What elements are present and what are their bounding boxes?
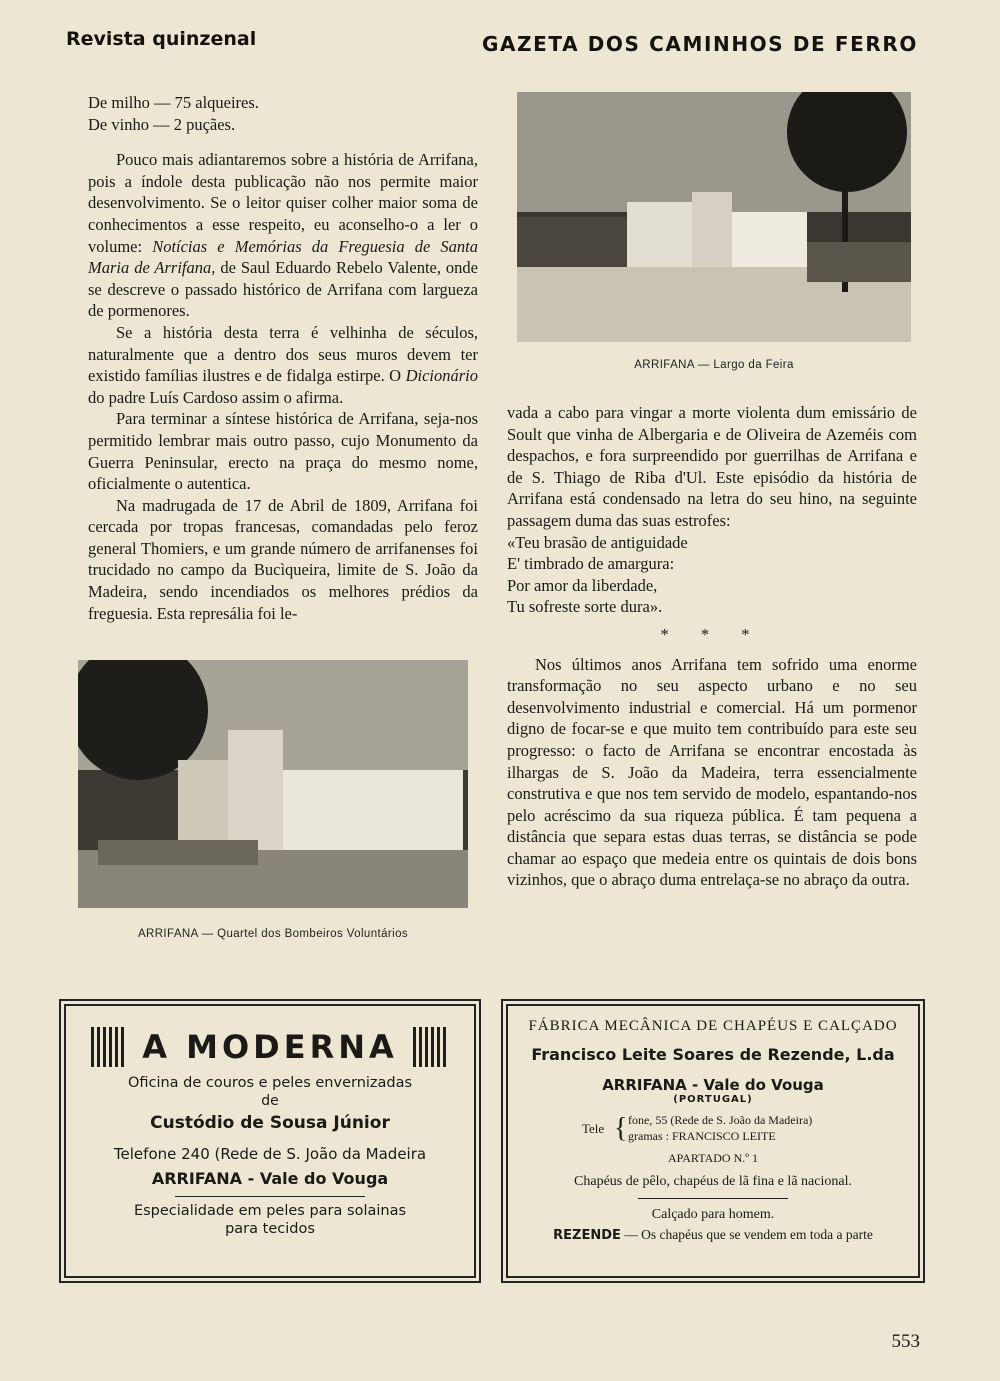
divider xyxy=(175,1196,365,1197)
advert-line: Telefone 240 (Rede de S. João da Madeira xyxy=(113,1145,427,1163)
verse-line: E' timbrado de amargura: xyxy=(507,554,675,574)
running-head-right: GAZETA DOS CAMINHOS DE FERRO xyxy=(481,32,918,56)
paragraph: Pouco mais adiantaremos sobre a história de Arrifana, pois a índole desta publicação não nos permite maior desenvolvimento. Se o leitor quiser colher maior soma de conhecimentos a esse respeito, eu aconselho-o a ler o volume: Notícias e Memórias da Freguesia de Santa Maria de Arrifana, de Saul Eduardo Rebelo Valente, onde se descreve o passado histórico de Arrifana com largueza de pormenores. xyxy=(88,150,479,321)
caption-quartel-bombeiros: ARRIFANA — Quartel dos Bombeiros Voluntários xyxy=(137,928,409,940)
verse-line: Por amor da liberdade, xyxy=(507,575,658,595)
photo-quartel-bombeiros-image xyxy=(78,660,468,908)
advert-line: Especialidade em peles para solainas xyxy=(133,1203,407,1219)
paragraph: Na madrugada de 17 de Abril de 1809, Arrifana foi cercada por tropas francesas, comandadas pelo feroz general Thomiers, e um grande número de arrifanenses foi trucidado no campo da Bucìqueira, limite de S. João da Madeira, sendo incendiados os melhores prédios da freguesia. Esta represália foi le- xyxy=(88,495,478,623)
advert-line: ARRIFANA - Vale do Vouga xyxy=(151,1169,389,1188)
advert-line: ARRIFANA - Vale do Vouga xyxy=(602,1076,824,1094)
right-column xyxy=(507,402,917,891)
advert-francisco-leite xyxy=(506,1004,920,1278)
verse-line: Tu sofreste sorte dura». xyxy=(507,597,663,617)
running-head-left: Revista quinzenal xyxy=(66,28,257,50)
advert-line: APARTADO N.º 1 xyxy=(668,1151,758,1165)
telephone-line: fone, 55 (Rede de S. João da Madeira) xyxy=(628,1113,813,1127)
left-column xyxy=(88,92,478,624)
advert-line: Francisco Leite Soares de Rezende, L.da xyxy=(531,1045,895,1064)
photo-largo-da-feira-image xyxy=(517,92,911,342)
divider xyxy=(638,1198,788,1199)
telephone-block xyxy=(508,1113,918,1147)
text-line: De vinho — 2 puçães. xyxy=(88,114,236,134)
section-separator: * * * xyxy=(660,624,764,644)
advert-line: de xyxy=(261,1093,279,1109)
advert-line: Calçado para homem. xyxy=(651,1207,775,1222)
decorative-bars xyxy=(91,1027,127,1067)
photo-quartel-bombeiros xyxy=(78,660,468,908)
paragraph: vada a cabo para vingar a morte violenta dum emissário de Soult que vinha de Albergaria e de Oliveira de Azeméis com despachos, e fora surpreendido por guerrilhas de Arrifana e de S. Thiago de Riba d'Ul. Este episódio da história de Arrifana está condensado na letra do seu hino, na seguinte passagem duma das suas estrofes: xyxy=(507,403,917,530)
advert-line: (PORTUGAL) xyxy=(673,1094,753,1105)
text-line: De milho — 75 alqueires. xyxy=(88,93,259,112)
photo-largo-da-feira xyxy=(517,92,911,342)
advert-title-row xyxy=(66,1026,474,1067)
telegram-line: gramas : FRANCISCO LEITE xyxy=(628,1129,776,1143)
advert-line: Oficina de couros e peles envernizadas xyxy=(127,1075,413,1091)
paragraph: Nos últimos anos Arrifana tem sofrido uma enorme transformação no seu aspecto urbano e no seu desenvolvimento industrial e comercial. Há um pormenor digno de focar-se e que muito tem contribuído para este seu progresso: o facto de Arrifana se encontrar encostada às ilhargas de S. João da Madeira, terra essencialmente construtiva e que nos tem servido de modelo, espantando-nos pelo acréscimo da sua riqueza pública. É tam pequena a distância que separa estas duas terras, se distância se pode chamar ao espaço que medeia entre os quintais de dois bons vizinhos, que o abraço duma entrelaça-se no abraço da outra. xyxy=(507,654,917,890)
advert-line: para tecidos xyxy=(225,1221,315,1237)
paragraph: Para terminar a síntese histórica de Arrifana, seja-nos permitido lembrar mais outro passo, cujo Monumento da Guerra Peninsular, erecto na praça do mesmo nome, oficialmente o autentica. xyxy=(88,409,478,494)
advert-title: A MODERNA xyxy=(142,1028,398,1066)
brace: { xyxy=(614,1113,628,1144)
decorative-bars xyxy=(413,1027,449,1067)
caption-largo-da-feira: ARRIFANA — Largo da Feira xyxy=(634,359,794,371)
advert-line: Custódio de Sousa Júnior xyxy=(150,1113,390,1133)
verse-line: «Teu brasão de antiguidade xyxy=(507,532,688,552)
advert-line: Chapéus de pêlo, chapéus de lã fina e lã nacional. xyxy=(574,1174,852,1189)
tele-label: Tele xyxy=(582,1121,605,1136)
paragraph: Se a história desta terra é velhinha de séculos, naturalmente que a dentro dos seus muros devem ter existido famílias ilustres e de fidalga estirpe. O Dicionário do padre Luís Cardoso assim o afirma. xyxy=(88,322,478,407)
page-number: 553 xyxy=(891,1331,920,1352)
advert-a-moderna xyxy=(64,1004,476,1278)
advert-line: FÁBRICA MECÂNICA DE CHAPÉUS E CALÇADO xyxy=(528,1018,898,1034)
advert-footer: REZENDE — Os chapéus que se vendem em toda a parte xyxy=(553,1227,873,1243)
